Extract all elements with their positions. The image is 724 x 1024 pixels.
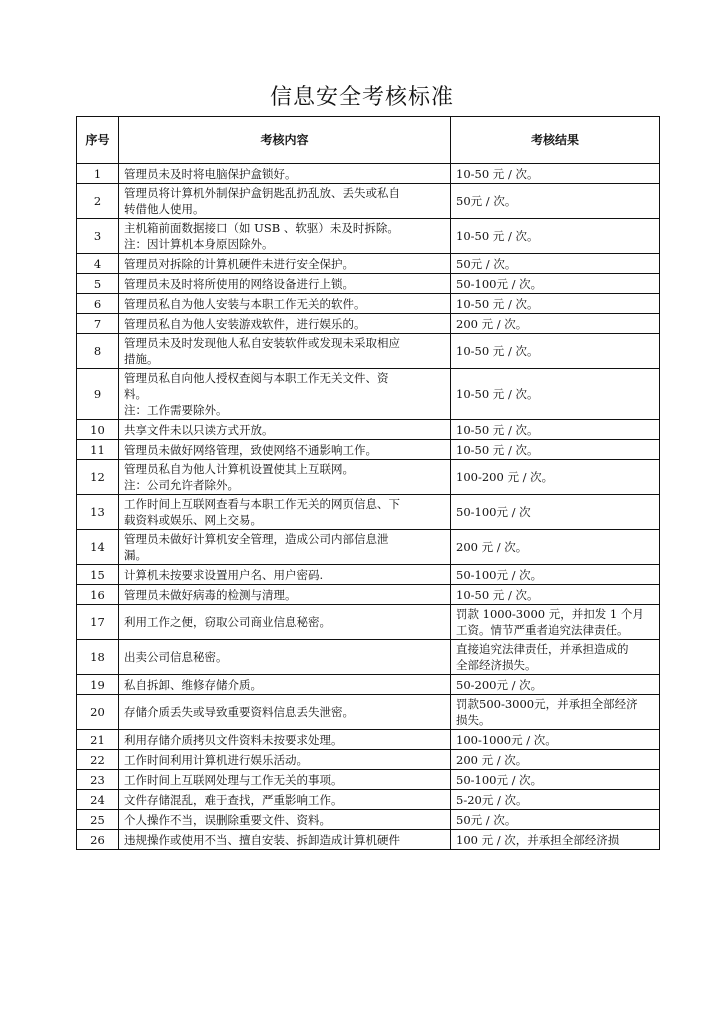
content-line: 漏。: [124, 548, 147, 562]
content-line: 载资料或娱乐、网上交易。: [124, 513, 262, 527]
assessment-content: [119, 294, 451, 314]
result-line: 全部经济损失。: [456, 658, 537, 672]
row-number: 18: [77, 640, 119, 675]
assessment-content: [119, 184, 451, 219]
table-row: [77, 750, 660, 770]
content-line: 注：公司允许者除外。: [124, 478, 239, 492]
row-number: 1: [77, 164, 119, 184]
assessment-result: [451, 790, 660, 810]
assessment-content: [119, 750, 451, 770]
table-row: [77, 254, 660, 274]
result-line: 损失。: [456, 713, 491, 727]
assessment-result: [451, 565, 660, 585]
result-line: 罚款500-3000元，并承担全部经济: [456, 697, 638, 711]
result-line: 100-1000元 / 次。: [456, 732, 557, 747]
row-number: 5: [77, 274, 119, 294]
header-no: 序号: [77, 117, 119, 164]
content-line: 利用工作之便，窃取公司商业信息秘密。: [124, 615, 331, 629]
table-row: [77, 314, 660, 334]
row-number: 9: [77, 369, 119, 420]
table-row: [77, 770, 660, 790]
content-line: 工作时间利用计算机进行娱乐活动。: [124, 752, 308, 767]
content-line: 个人操作不当，误删除重要文件、资料。: [124, 812, 331, 827]
assessment-result: [451, 495, 660, 530]
assessment-content: [119, 810, 451, 830]
assessment-content: [119, 565, 451, 585]
assessment-result: [451, 750, 660, 770]
assessment-result: [451, 830, 660, 850]
result-line: 200 元 / 次。: [456, 752, 528, 767]
result-line: 10-50 元 / 次。: [456, 387, 539, 401]
table-row: [77, 460, 660, 495]
result-line: 50-100元 / 次。: [456, 276, 543, 291]
row-number: 4: [77, 254, 119, 274]
result-line: 10-50 元 / 次。: [456, 422, 539, 437]
content-line: 工作时间上互联网处理与工作无关的事项。: [124, 772, 343, 787]
result-line: 50元 / 次。: [456, 256, 517, 271]
result-line: 10-50 元 / 次。: [456, 296, 539, 311]
table-row: [77, 334, 660, 369]
assessment-result: [451, 770, 660, 790]
content-line: 共享文件未以只读方式开放。: [124, 422, 274, 437]
assessment-result: [451, 164, 660, 184]
assessment-result: [451, 730, 660, 750]
row-number: 16: [77, 585, 119, 605]
assessment-content: [119, 695, 451, 730]
result-line: 50-100元 / 次。: [456, 772, 543, 787]
assessment-result: [451, 254, 660, 274]
result-line: 100 元 / 次，并承担全部经济损: [456, 832, 620, 847]
assessment-content: [119, 314, 451, 334]
assessment-content: [119, 640, 451, 675]
table-body: [77, 164, 660, 850]
content-line: 工作时间上互联网查看与本职工作无关的网页信息、下: [124, 497, 400, 511]
content-line: 管理员未做好计算机安全管理，造成公司内部信息泄: [124, 532, 389, 546]
assessment-content: [119, 334, 451, 369]
assessment-result: [451, 675, 660, 695]
row-number: 3: [77, 219, 119, 254]
content-line: 管理员私自为他人安装游戏软件，进行娱乐的。: [124, 316, 366, 331]
content-line: 出卖公司信息秘密。: [124, 650, 228, 664]
assessment-result: [451, 530, 660, 565]
table-row: [77, 164, 660, 184]
row-number: 17: [77, 605, 119, 640]
assessment-content: [119, 254, 451, 274]
table-row: [77, 640, 660, 675]
table-row: [77, 294, 660, 314]
table-row: [77, 565, 660, 585]
assessment-result: [451, 585, 660, 605]
content-line: 存储介质丢失或导致重要资料信息丢失泄密。: [124, 705, 354, 719]
result-line: 10-50 元 / 次。: [456, 344, 539, 358]
result-line: 10-50 元 / 次。: [456, 587, 539, 602]
row-number: 25: [77, 810, 119, 830]
assessment-content: [119, 830, 451, 850]
assessment-content: [119, 219, 451, 254]
row-number: 19: [77, 675, 119, 695]
content-line: 管理员未做好病毒的检测与清理。: [124, 587, 297, 602]
assessment-content: [119, 420, 451, 440]
table-row: [77, 420, 660, 440]
table-row: [77, 274, 660, 294]
table-row: [77, 184, 660, 219]
assessment-result: [451, 460, 660, 495]
content-line: 违规操作或使用不当、擅自安装、拆卸造成计算机硬件: [124, 832, 400, 847]
result-line: 10-50 元 / 次。: [456, 166, 539, 181]
row-number: 11: [77, 440, 119, 460]
content-line: 文件存储混乱，难于查找，严重影响工作。: [124, 792, 343, 807]
header-content: 考核内容: [119, 117, 451, 164]
assessment-content: [119, 770, 451, 790]
content-line: 注：工作需要除外。: [124, 403, 228, 417]
content-line: 料。: [124, 387, 147, 401]
assessment-content: [119, 369, 451, 420]
table-row: [77, 790, 660, 810]
row-number: 23: [77, 770, 119, 790]
assessment-content: [119, 585, 451, 605]
table-row: [77, 605, 660, 640]
assessment-content: [119, 164, 451, 184]
content-line: 注：因计算机本身原因除外。: [124, 237, 274, 251]
result-line: 10-50 元 / 次。: [456, 229, 539, 243]
result-line: 50-200元 / 次。: [456, 677, 543, 692]
assessment-result: [451, 184, 660, 219]
assessment-result: [451, 420, 660, 440]
table-row: [77, 830, 660, 850]
row-number: 13: [77, 495, 119, 530]
table-row: [77, 695, 660, 730]
table-row: [77, 219, 660, 254]
table-row: [77, 440, 660, 460]
content-line: 措施。: [124, 352, 159, 366]
table-row: [77, 369, 660, 420]
table-row: [77, 730, 660, 750]
assessment-content: [119, 495, 451, 530]
row-number: 15: [77, 565, 119, 585]
result-line: 200 元 / 次。: [456, 316, 528, 331]
assessment-result: [451, 695, 660, 730]
result-line: 5-20元 / 次。: [456, 792, 528, 807]
result-line: 罚款 1000-3000 元，并扣发 1 个月: [456, 607, 644, 621]
assessment-content: [119, 730, 451, 750]
row-number: 8: [77, 334, 119, 369]
table-row: [77, 810, 660, 830]
assessment-content: [119, 460, 451, 495]
result-line: 50元 / 次。: [456, 194, 517, 208]
content-line: 管理员未及时将所使用的网络设备进行上锁。: [124, 276, 354, 291]
assessment-result: [451, 810, 660, 830]
content-line: 计算机未按要求设置用户名、用户密码.: [124, 567, 324, 582]
result-line: 直接追究法律责任，并承担造成的: [456, 642, 629, 656]
result-line: 50-100元 / 次。: [456, 567, 543, 582]
content-line: 私自拆卸、维修存储介质。: [124, 677, 262, 692]
assessment-result: [451, 440, 660, 460]
table-header-row: [77, 117, 660, 164]
row-number: 26: [77, 830, 119, 850]
row-number: 20: [77, 695, 119, 730]
assessment-result: [451, 294, 660, 314]
header-result: 考核结果: [451, 117, 660, 164]
row-number: 10: [77, 420, 119, 440]
page-title: 信息安全考核标准: [269, 85, 454, 110]
row-number: 2: [77, 184, 119, 219]
content-line: 主机箱前面数据接口（如 USB 、软驱）未及时拆除。: [124, 221, 399, 235]
assessment-content: [119, 790, 451, 810]
assessment-result: [451, 274, 660, 294]
row-number: 7: [77, 314, 119, 334]
content-line: 利用存储介质拷贝文件资料未按要求处理。: [124, 732, 343, 747]
content-line: 管理员未做好网络管理，致使网络不通影响工作。: [124, 442, 377, 457]
row-number: 22: [77, 750, 119, 770]
assessment-content: [119, 530, 451, 565]
result-line: 200 元 / 次。: [456, 540, 528, 554]
content-line: 管理员对拆除的计算机硬件未进行安全保护。: [124, 256, 354, 271]
table-row: [77, 585, 660, 605]
content-line: 管理员私自为他人安装与本职工作无关的软件。: [124, 296, 366, 311]
result-line: 50元 / 次。: [456, 812, 517, 827]
assessment-content: [119, 675, 451, 695]
content-line: 管理员未及时发现他人私自安装软件或发现未采取相应: [124, 336, 400, 350]
assessment-result: [451, 334, 660, 369]
content-line: 管理员未及时将电脑保护盒锁好。: [124, 166, 297, 181]
assessment-result: [451, 369, 660, 420]
result-line: 工资。情节严重者追究法律责任。: [456, 623, 629, 637]
row-number: 12: [77, 460, 119, 495]
row-number: 24: [77, 790, 119, 810]
row-number: 14: [77, 530, 119, 565]
assessment-result: [451, 219, 660, 254]
assessment-result: [451, 640, 660, 675]
content-line: 管理员私自为他人计算机设置使其上互联网。: [124, 462, 354, 476]
assessment-content: [119, 605, 451, 640]
table-row: [77, 495, 660, 530]
content-line: 管理员私自向他人授权查阅与本职工作无关文件、资: [124, 371, 389, 385]
result-line: 10-50 元 / 次。: [456, 442, 539, 457]
table-row: [77, 675, 660, 695]
assessment-table: [76, 116, 660, 850]
result-line: 50-100元 / 次: [456, 505, 531, 519]
row-number: 21: [77, 730, 119, 750]
row-number: 6: [77, 294, 119, 314]
assessment-result: [451, 605, 660, 640]
content-line: 转借他人使用。: [124, 202, 205, 216]
content-line: 管理员将计算机外制保护盒钥匙乱扔乱放、丢失或私自: [124, 186, 400, 200]
table-row: [77, 530, 660, 565]
assessment-content: [119, 440, 451, 460]
assessment-content: [119, 274, 451, 294]
result-line: 100-200 元 / 次。: [456, 470, 554, 484]
assessment-result: [451, 314, 660, 334]
